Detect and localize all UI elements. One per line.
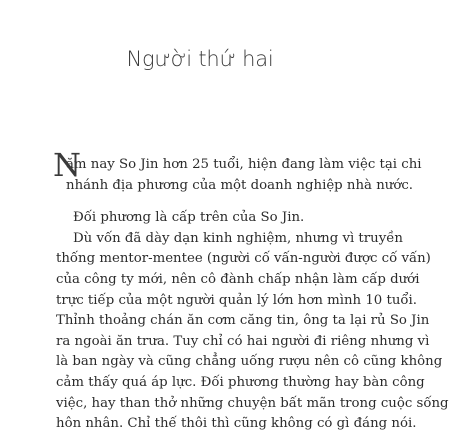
paragraph-2 <box>56 208 356 229</box>
text-line: trực tiếp của một người quản lý lớn hơn mình 10 tuổi. <box>56 292 418 308</box>
text-line: là ban ngày và cũng chẳng uống rượu nên cô cũng không <box>56 354 443 370</box>
text-line: hôn nhân. Chỉ thế thôi thì cũng không có gì đáng nói. <box>56 416 417 432</box>
text-line: cảm thấy quá áp lực. Đối phương thường hay bàn công <box>56 374 425 390</box>
text-line: Thỉnh thoảng chán ăn cơm căng tin, ông ta lại rủ So Jin <box>56 313 430 329</box>
paragraph-1 <box>53 146 422 196</box>
chapter-title: Người thứ hai <box>126 47 274 71</box>
text-line: nhánh địa phương của một doanh nghiệp nhà nước. <box>66 177 414 193</box>
drop-cap: N <box>53 146 81 184</box>
paragraph-gap <box>56 196 356 208</box>
paragraph-3 <box>56 229 449 435</box>
text-line: của công ty mới, nên cô đành chấp nhận làm cấp dưới <box>56 271 420 287</box>
text-line: việc, hay than thở những chuyện bất mãn trong cuộc sống <box>56 395 449 411</box>
text-line: ra ngoài ăn trưa. Tuy chỉ có hai người đi riêng nhưng vì <box>56 333 430 349</box>
text-line: Đối phương là cấp trên của So Jin. <box>73 210 305 226</box>
text-line <box>53 146 422 184</box>
text-line: thống mentor-mentee (người cố vấn-người được cố vấn) <box>56 251 431 267</box>
text-line: Dù vốn đã dày dạn kinh nghiệm, nhưng vì truyền <box>73 230 403 246</box>
body-text <box>53 146 449 435</box>
text-line-content: ăm nay So Jin hơn 25 tuổi, hiện đang làm việc tại chi <box>66 157 422 172</box>
